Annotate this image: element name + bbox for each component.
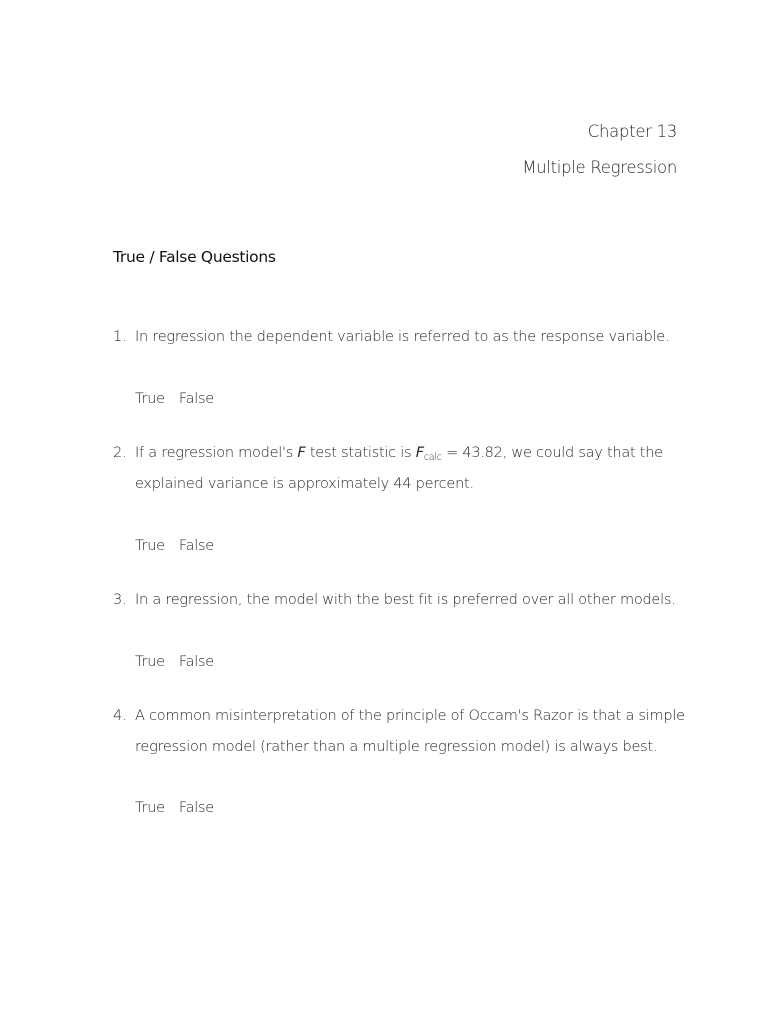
answer-options-2	[135, 538, 214, 554]
question-number: 3.	[113, 592, 127, 608]
answer-true[interactable]: True	[135, 654, 165, 670]
f-symbol: F	[297, 445, 306, 461]
question-text-part: If a regression model's	[135, 445, 298, 461]
question-number: 4.	[113, 708, 127, 724]
question-text-part: = 43.82, we could say that the	[441, 445, 663, 461]
question-text	[135, 445, 663, 461]
answer-false[interactable]: False	[178, 391, 214, 407]
f-calc-subscript: calc	[423, 452, 442, 463]
answer-false[interactable]: False	[178, 654, 214, 670]
question-text: In a regression, the model with the best fit is preferred over all other models.	[135, 592, 676, 608]
question-line	[113, 739, 673, 770]
question-text-part: test statistic is	[305, 445, 416, 461]
section-heading: True / False Questions	[113, 248, 276, 266]
question-number: 2.	[113, 445, 127, 461]
answer-true[interactable]: True	[135, 800, 165, 816]
answer-true[interactable]: True	[135, 391, 165, 407]
question-2	[113, 445, 673, 507]
question-text: explained variance is approximately 44 percent.	[135, 476, 474, 492]
question-number: 1.	[113, 329, 127, 345]
answer-true[interactable]: True	[135, 538, 165, 554]
f-calc-symbol: F	[415, 445, 424, 461]
question-line	[113, 708, 685, 739]
chapter-number: Chapter 13	[587, 122, 677, 141]
question-line	[113, 445, 673, 476]
question-text: regression model (rather than a multiple regression model) is always best.	[135, 739, 658, 755]
answer-options-1	[135, 391, 214, 407]
answer-false[interactable]: False	[178, 800, 214, 816]
question-line	[113, 329, 673, 360]
question-text: In regression the dependent variable is referred to as the response variable.	[135, 329, 670, 345]
answer-options-4	[135, 800, 214, 816]
question-line	[113, 592, 676, 623]
question-line	[113, 476, 673, 507]
answer-false[interactable]: False	[178, 538, 214, 554]
question-3	[113, 592, 676, 623]
question-1	[113, 329, 673, 360]
answer-options-3	[135, 654, 214, 670]
chapter-title: Multiple Regression	[522, 158, 677, 177]
question-text: A common misinterpretation of the principle of Occam's Razor is that a simple	[135, 708, 685, 724]
question-4	[113, 708, 685, 770]
